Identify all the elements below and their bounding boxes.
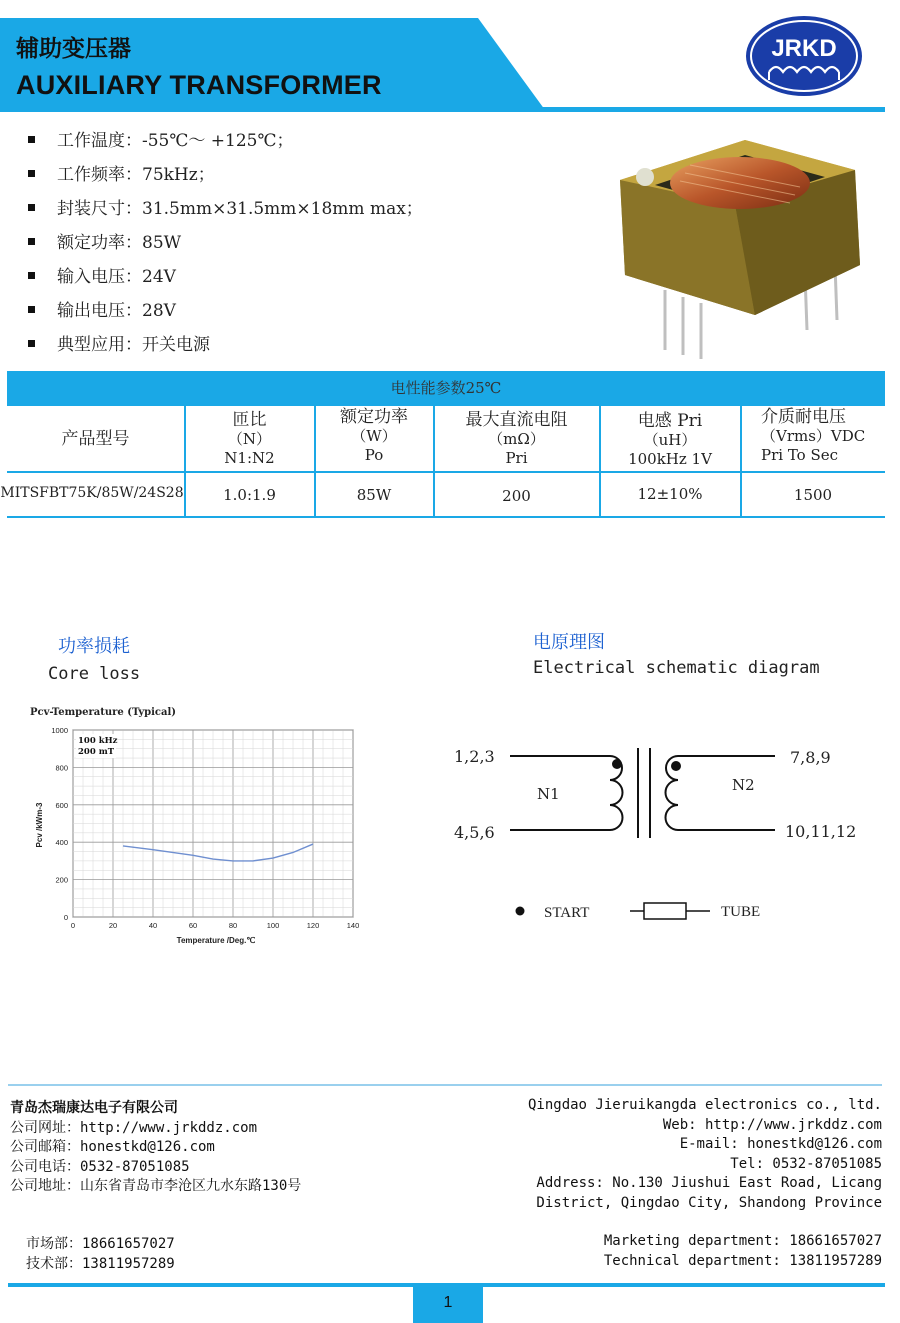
chart-xlabel: Temperature /Deg.℃ xyxy=(176,936,256,945)
chart-title: Pcv-Temperature (Typical) xyxy=(30,707,177,718)
bullet-icon xyxy=(28,272,35,279)
spec-item xyxy=(28,194,423,219)
table-cell: MITSFBT75K/85W/24S28 xyxy=(0,485,184,501)
winding-label: N2 xyxy=(732,776,755,794)
email-cn: 公司邮箱：honestkd@126.com xyxy=(10,1139,215,1155)
bullet-icon xyxy=(28,170,35,177)
y-tick-label: 0 xyxy=(63,913,68,922)
start-dot-icon xyxy=(516,907,525,916)
dot-icon xyxy=(612,759,622,769)
jrkd-logo xyxy=(744,14,864,98)
y-tick-label: 200 xyxy=(55,875,68,885)
x-tick-label: 40 xyxy=(148,921,158,930)
product-photo xyxy=(585,125,875,365)
website-cn: 公司网址：http://www.jrkddz.com xyxy=(10,1120,258,1136)
footer-rule xyxy=(8,1084,882,1086)
table-header: 最大直流电阻 （mΩ） Pri xyxy=(465,410,568,467)
x-tick-label: 100 xyxy=(266,921,280,930)
spec-item xyxy=(28,296,176,321)
address-en-line2: District, Qingdao City, Shandong Province xyxy=(536,1195,882,1211)
phone-cn: 公司电话：0532-87051085 xyxy=(10,1159,190,1175)
company-name-en: Qingdao Jieruikangda electronics co., ltd. xyxy=(527,1097,882,1113)
pin-label: 1,2,3 xyxy=(454,747,495,766)
spec-text: 输出电压：28V xyxy=(57,301,176,321)
table-header: 产品型号 xyxy=(61,429,130,449)
spec-text: 典型应用：开关电源 xyxy=(57,335,210,355)
core-loss-title-cn: 功率损耗 xyxy=(58,636,130,657)
y-tick-label: 1000 xyxy=(51,726,68,735)
table-cell: 1500 xyxy=(793,486,833,504)
table-header: 额定功率 （W） Po xyxy=(340,407,408,464)
spec-text: 额定功率：85W xyxy=(57,233,182,253)
schematic-title-cn: 电原理图 xyxy=(533,632,605,653)
page-number: 1 xyxy=(413,1287,483,1323)
table-cell: 200 xyxy=(502,487,531,505)
pin-label: 4,5,6 xyxy=(454,823,495,842)
pin-label: 10,11,12 xyxy=(785,822,857,841)
chart-annotation: 200 mT xyxy=(78,747,115,757)
spec-item xyxy=(28,160,215,185)
table-cell: 85W xyxy=(356,486,392,504)
legend-start: START xyxy=(544,905,590,921)
title-en: AUXILIARY TRANSFORMER xyxy=(16,70,382,100)
technical-cn: 技术部：13811957289 xyxy=(26,1256,175,1272)
spec-item xyxy=(28,126,294,151)
bullet-icon xyxy=(28,136,35,143)
schematic-diagram xyxy=(440,730,880,940)
spec-text: 输入电压：24V xyxy=(57,267,176,287)
email-en: E-mail: honestkd@126.com xyxy=(679,1136,882,1152)
address-cn: 公司地址：山东省青岛市李沧区九水东路130号 xyxy=(10,1178,302,1194)
x-tick-label: 0 xyxy=(70,921,76,930)
x-tick-label: 80 xyxy=(228,921,238,930)
bullet-icon xyxy=(28,306,35,313)
marketing-cn: 市场部：18661657027 xyxy=(26,1236,175,1252)
spec-item xyxy=(28,228,181,253)
chart-grid xyxy=(73,730,353,917)
website-en: Web: http://www.jrkddz.com xyxy=(662,1117,882,1133)
y-tick-label: 600 xyxy=(55,800,68,810)
bullet-icon xyxy=(28,340,35,347)
header-rule xyxy=(0,107,885,112)
table-header: 匝比 （N） N1:N2 xyxy=(224,410,275,467)
chart-annotation: 100 kHz xyxy=(78,736,118,746)
legend-tube: TUBE xyxy=(721,904,761,920)
table-header: 电感 Pri （uH） 100kHz 1V xyxy=(628,411,712,468)
pin-label: 7,8,9 xyxy=(790,748,831,767)
title-cn: 辅助变压器 xyxy=(16,36,131,62)
phone-en: Tel: 0532-87051085 xyxy=(730,1156,882,1172)
schematic-title-en: Electrical schematic diagram xyxy=(533,658,820,678)
table-cell: 12±10% xyxy=(637,485,703,503)
table-header: 介质耐电压 （Vrms）VDC Pri To Sec xyxy=(761,407,866,464)
y-tick-label: 800 xyxy=(55,763,68,773)
core-loss-title-en: Core loss xyxy=(48,664,141,684)
spec-text: 封装尺寸：31.5mm×31.5mm×18mm max； xyxy=(57,199,423,219)
x-tick-label: 60 xyxy=(188,921,198,930)
dot-icon xyxy=(671,761,681,771)
table-divider xyxy=(7,516,885,518)
x-tick-label: 140 xyxy=(346,921,360,930)
tube-icon xyxy=(630,903,710,919)
marketing-en: Marketing department: 18661657027 xyxy=(603,1233,882,1249)
x-tick-label: 120 xyxy=(306,921,320,930)
company-name-cn: 青岛杰瑞康达电子有限公司 xyxy=(10,1100,178,1116)
bullet-icon xyxy=(28,204,35,211)
spec-text: 工作频率：75kHz； xyxy=(57,165,215,185)
spec-item xyxy=(28,262,176,287)
winding-label: N1 xyxy=(537,785,560,803)
spec-text: 工作温度：-55℃～ +125℃； xyxy=(57,131,294,151)
bullet-icon xyxy=(28,238,35,245)
table-divider xyxy=(7,471,885,473)
chart-ylabel: Pcv /kWm-3 xyxy=(35,802,44,848)
core-loss-chart xyxy=(20,700,370,950)
y-tick-label: 400 xyxy=(55,838,68,848)
table-title: 电性能参数25℃ xyxy=(7,371,885,406)
x-tick-label: 20 xyxy=(108,921,118,930)
table-cell: 1.0:1.9 xyxy=(223,486,276,504)
technical-en: Technical department: 13811957289 xyxy=(603,1253,882,1269)
logo-text: JRKD xyxy=(771,35,837,62)
address-en-line1: Address: No.130 Jiushui East Road, Licang xyxy=(536,1175,882,1191)
spec-item xyxy=(28,330,210,355)
